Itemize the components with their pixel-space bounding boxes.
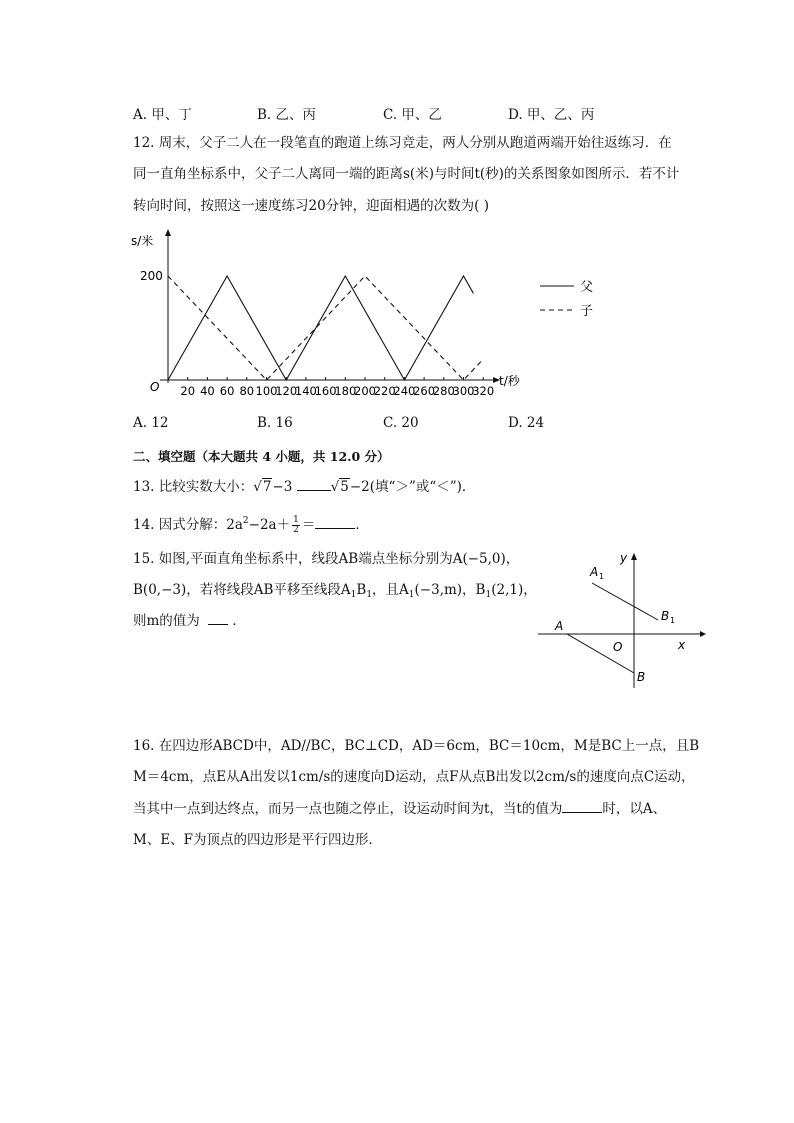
q16-line-2: M＝4cm，点E从A出发以1cm/s的速度向D运动，点F从点B出发以2cm/s的速度向点C运动， [133,769,695,785]
q16-line-3a: 当其中一点到达终点，而另一点也随之停止，设运动时间为t，当t的值为 [133,801,563,817]
q12-line-3: 转向时间，按照这一速度练习20分钟，迎面相遇的次数为( ) [133,198,490,214]
q13-radicand-1: 7 [262,479,272,495]
segment-ab [567,634,634,673]
q13-mid-1: −3 [272,479,293,495]
q14-denominator: 2 [293,525,299,535]
distance-time-chart [125,228,605,403]
q13-radicand-2: 5 [340,479,349,495]
q13-line: 13. 比较实数大小：√7−3 √5−2(填“＞”或“＜”)． [133,479,476,495]
q15-answer-blank[interactable] [208,612,228,625]
legend-father-label: 父 [580,280,594,295]
q12-option-d: D. 24 [508,415,545,431]
q16-answer-blank[interactable] [562,800,602,813]
q14-equals: ＝ [301,517,316,533]
q15-line-2e: (2,1)， [491,582,537,598]
chart-x-tick-label: 80 [239,384,255,398]
chart-x-tick-label: 140 [294,384,317,398]
q15-line-2d: (−3,m)，B [414,582,486,598]
q14-exponent: 2 [242,516,249,526]
q15-sub-4: 1 [485,590,492,600]
q14-answer-blank[interactable] [315,516,355,529]
q12-option-b: B. 16 [257,415,293,431]
origin-label: O [613,640,623,654]
q15-line-2a: B(0,−3)，若将线段AB平移至线段A [133,582,351,598]
chart-x-tick-label: 220 [373,384,396,398]
q14-end: ． [355,517,369,533]
q12-line-1: 12. 周末，父子二人在一段笔直的跑道上练习竞走，两人分别从跑道两端开始往返练习．在 [133,135,672,151]
q16-line-1: 16. 在四边形ABCD中，AD//BC，BC⊥CD，AD＝6cm，BC＝10cm，M是BC上一点，且B [133,738,700,754]
chart-x-tick-label: 100 [255,384,278,398]
chart-x-tick-label: 160 [314,384,337,398]
q13-prefix: 13. 比较实数大小： [133,479,254,495]
chart-y-tick-label: 200 [140,269,163,283]
chart-series-son-line [168,276,483,380]
q15-coordinate-figure [530,548,710,693]
q15-line-2 [133,580,537,605]
chart-x-tick-label: 320 [472,384,495,398]
chart-x-tick-label: 180 [334,384,357,398]
q12-line-2: 同一直角坐标系中，父子二人离同一端的距离s(米)与时间t(秒)的关系图象如图所示．若不计 [133,166,680,182]
chart-x-tick-label: 60 [219,384,235,398]
chart-y-axis-arrow [165,229,171,236]
q15-line-3-end: ． [232,613,246,629]
chart-x-tick-label: 40 [200,384,215,398]
x-axis-label: x [678,638,686,652]
legend-son-label: 子 [580,304,594,319]
chart-series-father-line [168,276,473,380]
point-a1-label: A [590,565,599,579]
chart-x-tick-label: 20 [180,384,196,398]
q15-sub-2: 1 [366,590,373,600]
q14-line [133,511,369,535]
q13-answer-blank[interactable] [297,478,331,491]
chart-x-tick-label: 280 [432,384,455,398]
chart-x-tick-label: 260 [413,384,436,398]
q15-line-3-text: 则m的值为 [133,613,200,629]
q12-option-c: C. 20 [383,415,419,431]
y-axis-arrow [631,553,637,560]
chart-x-tick-label: 300 [452,384,475,398]
q16-line-4: M、E、F为顶点的四边形是平行四边形． [133,832,383,848]
segment-a1b1 [592,583,658,620]
point-a1-subscript: 1 [599,572,605,581]
q14-prefix: 14. 因式分解：2a [133,517,243,533]
q15-sub-1: 1 [350,590,357,600]
q15-line-3 [133,611,246,631]
point-b-label: B [637,670,646,684]
q15-sub-3: 1 [408,590,415,600]
chart-origin-label: O [150,380,160,394]
chart-x-tick-label: 200 [354,384,376,398]
section-heading: 二、填空题（本大题共 4 小题，共 12.0 分） [133,449,390,464]
q15-line-1: 15. 如图,平面直角坐标系中，线段AB端点坐标分别为A(−5,0)， [133,551,520,567]
point-b1-label: B [661,609,670,623]
chart-x-tick-label: 120 [275,384,298,398]
q16-line-3b: 时，以A、 [602,801,667,817]
q15-line-2c: ，且A [372,582,409,598]
q14-mid: −2a＋ [248,517,291,533]
q11-option-b: B. 乙、丙 [257,107,317,123]
q11-option-a: A. 甲、丁 [133,107,192,123]
chart-x-tick-label: 240 [393,384,416,398]
q15-line-2b: B [356,582,367,598]
q14-numerator: 1 [293,515,299,525]
x-axis-arrow [700,631,706,637]
q14-fraction [292,516,300,535]
point-b1-subscript: 1 [670,616,676,625]
q12-option-a: A. 12 [133,415,169,431]
q11-option-c: C. 甲、乙 [383,107,442,123]
q11-option-d: D. 甲、乙、丙 [508,107,595,123]
chart-y-axis-label: s/米 [131,234,154,248]
chart-x-axis-label: t/秒 [499,374,520,388]
point-a-label: A [555,619,564,633]
y-axis-label: y [620,551,628,565]
q16-line-3 [133,799,666,819]
q13-mid-2: −2(填“＞”或“＜”)． [349,479,476,495]
